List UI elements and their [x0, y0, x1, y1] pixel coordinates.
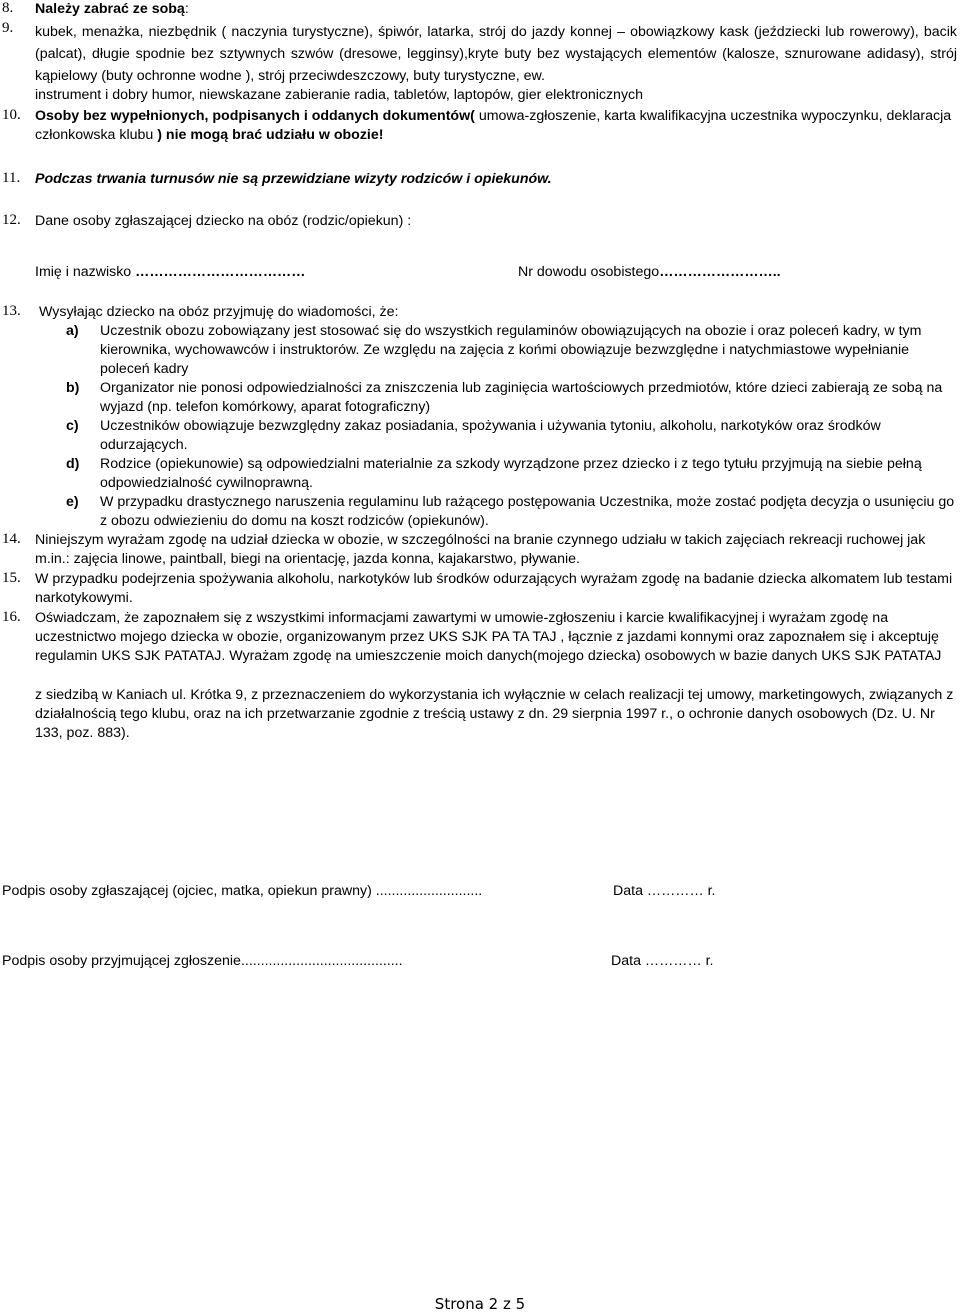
item-10: [35, 107, 957, 145]
item-12-text: Dane osoby zgłaszającej dziecko na obóz (rodzic/opiekun) :: [35, 213, 412, 229]
clause-e-text: W przypadku drastycznego naruszenia regulaminu lub rażącego postępowania Uczestnika, może zostać podjęta decyzja o usunięciu go z obozu odwiezieniu do domu na koszt rodziców (opiekunów).: [100, 494, 955, 529]
signature-applicant-date[interactable]: [613, 883, 716, 899]
signature-receiver-line[interactable]: [2, 953, 403, 969]
page-number: Strona 2 z 5: [434, 1295, 526, 1313]
item-9: [35, 21, 957, 87]
item-number-11: 11.: [2, 170, 21, 186]
signature-receiver-label: Podpis osoby przyjmującej zgłoszenie.........................................: [2, 953, 403, 969]
item-number-15: 15.: [2, 570, 21, 586]
clause-e-letter: e): [66, 494, 79, 510]
item-8: Należy zabrać ze sobą:: [35, 1, 189, 17]
clause-d: [66, 455, 956, 493]
item-15: [35, 570, 957, 608]
clause-a: [66, 322, 956, 379]
item-number-14: 14.: [2, 531, 21, 547]
clause-b: [66, 379, 956, 417]
item-8-text: Należy zabrać ze sobą: [35, 1, 185, 17]
clause-e: [66, 493, 956, 531]
clause-a-text: Uczestnik obozu zobowiązany jest stosować się do wszystkich regulaminów obowiązujących na obozie i oraz poleceń kadry, w tym kierownika, wychowawców i instruktorów. Ze względu na zajęcia z końmi obowiązuje bezwzględne i natychmiastowe wypełnianie poleceń kadry: [100, 323, 922, 377]
clause-d-letter: d): [66, 456, 80, 472]
clause-b-letter: b): [66, 380, 80, 396]
signature-receiver-date-text: Data ………… r.: [611, 953, 714, 969]
item-number-12: 12.: [2, 212, 21, 228]
item-16: [35, 609, 957, 666]
clause-b-text: Organizator nie ponosi odpowiedzialności za zniszczenia lub zaginięcia wartościowych przedmiotów, które dzieci zabierają ze sobą na wyjazd (np. telefon komórkowy, aparat fotograficzny): [100, 380, 943, 415]
clause-d-text: Rodzice (opiekunowie) są odpowiedzialni materialnie za szkody wyrządzone przez dziecko i z tego tytułu przyjmują na siebie pełną odpowiedzialność cywilnoprawną.: [100, 456, 922, 491]
item-12: [35, 212, 957, 231]
item-number-16: 16.: [2, 609, 21, 625]
clause-c-text: Uczestników obowiązuje bezwzględny zakaz posiadania, spożywania i używania tytoniu, alkoholu, narkotyków oraz środków odurzających.: [100, 418, 881, 453]
id-label: Nr dowodu osobistego: [518, 264, 660, 280]
name-label: Imię i nazwisko: [35, 264, 132, 280]
signature-applicant-label: Podpis osoby zgłaszającej (ojciec, matka, opiekun prawny) ...........................: [2, 883, 483, 899]
item-number-8: 8.: [2, 0, 14, 16]
clause-c: [66, 417, 956, 455]
item-14: [35, 531, 957, 569]
item-number-10: 10.: [2, 107, 21, 123]
signature-receiver-date[interactable]: [611, 953, 714, 969]
clause-a-letter: a): [66, 323, 79, 339]
item-16-text-b: z siedzibą w Kaniach ul. Krótka 9, z przeznaczeniem do wykorzystania ich wyłącznie w celach realizacji tej umowy, marketingowych, związanych z działalnością tego klubu, oraz na ich przetwarzanie zgodnie z treścią ustawy z dn. 29 sierpnia 1997 r., o ochronie danych osobowych (Dz. U. Nr 133, poz. 883).: [35, 687, 954, 741]
id-dots: ……………………..: [659, 264, 781, 280]
item-10-bold: Osoby bez wypełnionych, podpisanych i oddanych dokumentów(: [35, 108, 475, 124]
item-10-bold-2: ) nie mogą brać udziału w obozie!: [157, 127, 384, 143]
item-11: [35, 170, 957, 189]
item-13-text: Wysyłając dziecko na obóz przyjmuję do wiadomości, że:: [39, 304, 399, 320]
name-dots: ………………………………: [135, 264, 306, 280]
item-9-b: [35, 86, 957, 105]
item-number-13: 13.: [2, 303, 21, 319]
item-9-text-b: instrument i dobry humor, niewskazane zabieranie radia, tabletów, laptopów, gier elektronicznych: [35, 87, 644, 103]
id-number-field[interactable]: [518, 264, 781, 280]
item-10-normal: umowa-zgłoszenie, karta kwalifikacyjna uczestnika wypoczynku, deklaracja członkowska klubu: [35, 108, 952, 143]
signature-applicant-date-text: Data ………… r.: [613, 883, 716, 899]
item-16-b: [35, 686, 957, 743]
item-13: [39, 303, 960, 322]
item-14-text: Niniejszym wyrażam zgodę na udział dziecka w obozie, w szczególności na branie czynnego udziału w takich zajęciach rekreacji ruchowej jak m.in.: zajęcia linowe, paintball, biegi na orientację, jazda konna, kajakarstwo, pływanie.: [35, 532, 926, 567]
item-11-text: Podczas trwania turnusów nie są przewidziane wizyty rodziców i opiekunów.: [35, 171, 552, 187]
clause-c-letter: c): [66, 418, 79, 434]
signature-applicant-line[interactable]: [2, 883, 482, 899]
item-9-text-a: kubek, menażka, niezbędnik ( naczynia turystyczne), śpiwór, latarka, strój do jazdy konnej – obowiązkowy kask (jeździecki lub rowerowy), bacik (palcat), długie spodnie bez sztywnych szwów (dresowe, legginsy),kryte buty bez wystających elementów (kalosze, sznurowane adidasy), strój kąpielowy (buty ochronne wodne ), strój przeciwdeszczowy, buty turystyczne, ew.: [35, 24, 957, 84]
item-15-text: W przypadku podejrzenia spożywania alkoholu, narkotyków lub środków odurzających wyrażam zgodę na badanie dziecka alkomatem lub testami narkotykowymi.: [35, 571, 953, 606]
item-number-9: 9.: [2, 20, 14, 36]
name-field[interactable]: [35, 264, 305, 280]
item-16-text-a: Oświadczam, że zapoznałem się z wszystkimi informacjami zawartymi w umowie-zgłoszeniu i karcie kwalifikacyjnej i wyrażam zgodę na uczestnictwo mojego dziecka w obozie, organizowanym przez UKS SJK PA TA TAJ , łącznie z jazdami konnymi oraz zapoznałem się i akceptuję regulamin UKS SJK PATATAJ. Wyrażam zgodę na umieszczenie moich danych(mojego dziecka) osobowych w bazie danych UKS SJK PATATAJ: [35, 610, 942, 664]
